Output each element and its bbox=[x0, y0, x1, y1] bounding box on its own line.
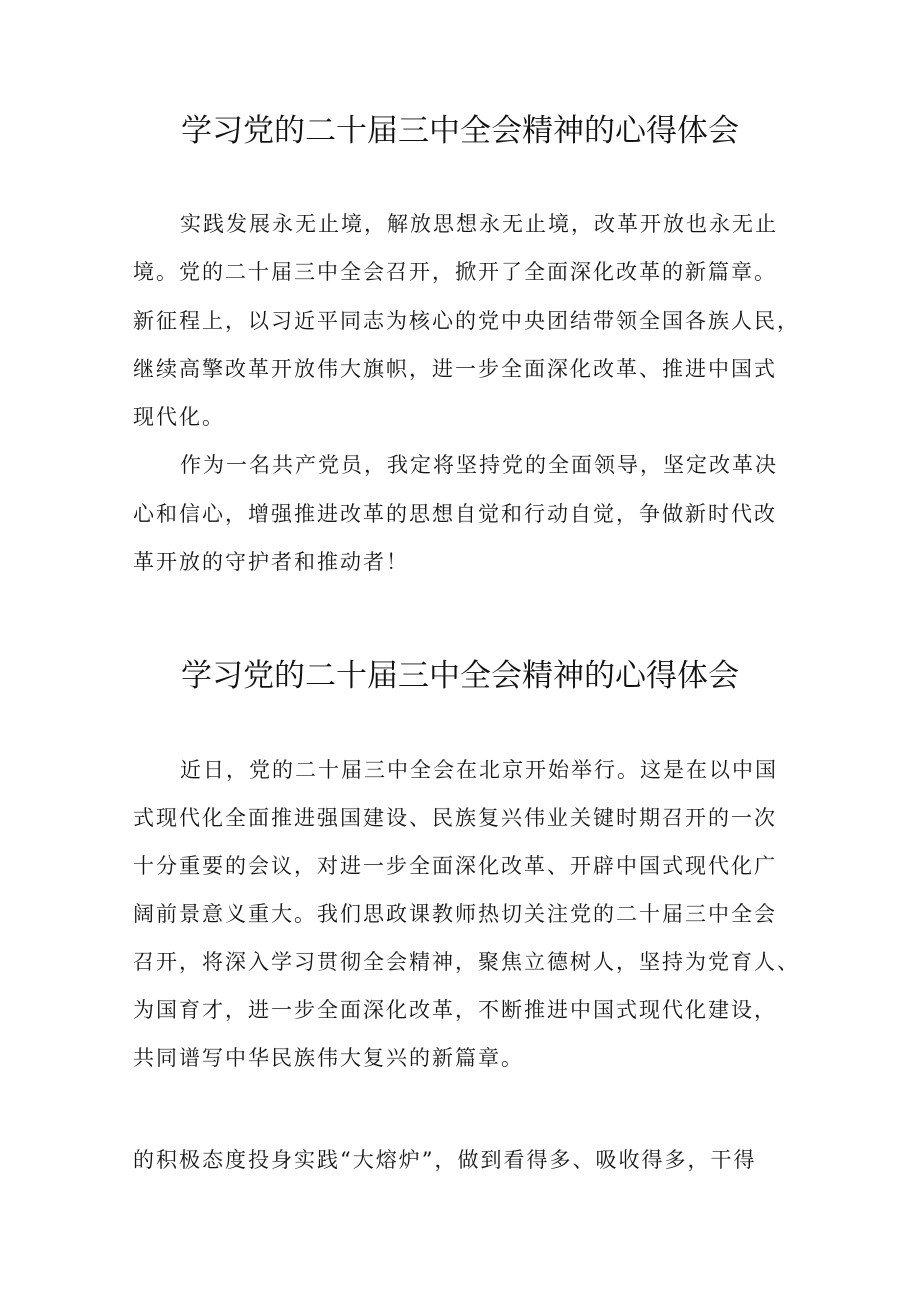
section1-title: 学习党的二十届三中全会精神的心得体会 bbox=[181, 113, 739, 149]
section1-line-4: 继续高擎改革开放伟大旗帜，进一步全面深化改革、推进中国式 bbox=[133, 357, 777, 381]
section1-line-5: 现代化。 bbox=[133, 405, 225, 429]
section1-line-1: 实践发展永无止境，解放思想永无止境，改革开放也永无止 bbox=[180, 212, 778, 236]
section2-line-3: 十分重要的会议，对进一步全面深化改革、开辟中国式现代化广 bbox=[133, 854, 777, 878]
section2-line-6: 为国育才，进一步全面深化改革，不断推进中国式现代化建设， bbox=[133, 998, 777, 1022]
section2-line-4: 阔前景意义重大。我们思政课教师热切关注党的二十届三中全会 bbox=[133, 902, 777, 926]
section2-line-1: 近日，党的二十届三中全会在北京开始举行。这是在以中国 bbox=[180, 758, 778, 782]
section2-line-7: 共同谱写中华民族伟大复兴的新篇章。 bbox=[133, 1046, 524, 1070]
section1-line-2: 境。党的二十届三中全会召开，掀开了全面深化改革的新篇章。 bbox=[133, 260, 777, 284]
section1-line-8: 革开放的守护者和推动者！ bbox=[133, 550, 409, 574]
section2-line-5: 召开，将深入学习贯彻全会精神，聚焦立德树人，坚持为党育人、 bbox=[133, 950, 800, 974]
section2-title: 学习党的二十届三中全会精神的心得体会 bbox=[181, 658, 739, 694]
section2-line-2: 式现代化全面推进强国建设、民族复兴伟业关键时期召开的一次 bbox=[133, 806, 777, 830]
fragment-line: 的积极态度投身实践“大熔炉”，做到看得多、吸收得多，干得 bbox=[133, 1148, 757, 1172]
section1-line-6: 作为一名共产党员，我定将坚持党的全面领导，坚定改革决 bbox=[180, 453, 778, 477]
section1-line-3: 新征程上，以习近平同志为核心的党中央团结带领全国各族人民， bbox=[133, 309, 800, 333]
section1-line-7: 心和信心，增强推进改革的思想自觉和行动自觉，争做新时代改 bbox=[133, 502, 777, 526]
